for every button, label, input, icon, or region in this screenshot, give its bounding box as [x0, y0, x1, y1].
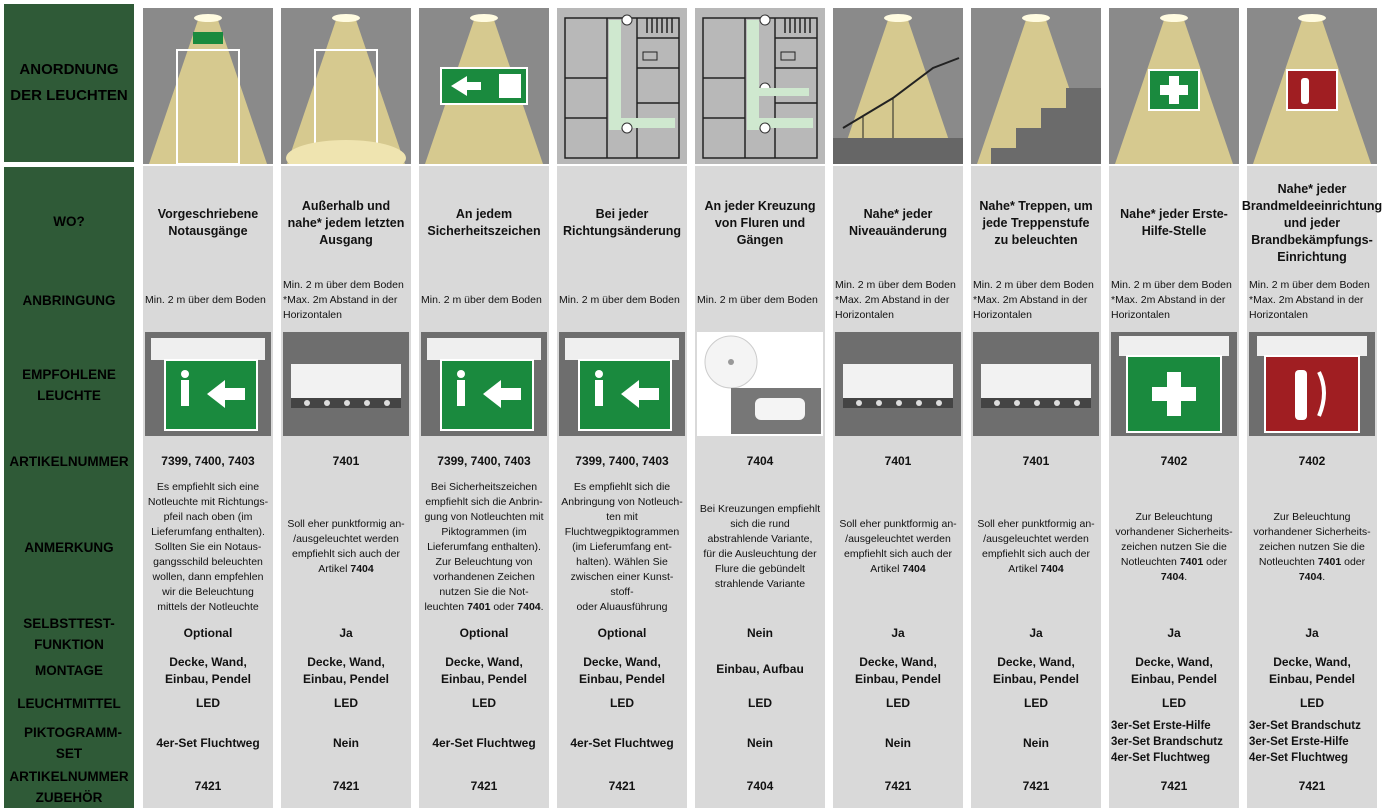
text-line: wir die Beleuchtung — [162, 585, 254, 598]
where-label: Nahe* Treppen, um jede Treppenstufe zu beleuchten — [979, 198, 1093, 247]
text-line: /ausgeleuchtet werden — [293, 533, 399, 545]
text-line: Min. 2 m über dem Boden — [1111, 279, 1232, 291]
remark-lines — [287, 517, 404, 577]
text-line: Horizontalen — [283, 309, 342, 321]
text-line: Zur Beleuchtung — [1135, 510, 1213, 523]
selftest-value: Ja — [1029, 626, 1043, 640]
text-line: Zur Beleuchtung — [1273, 510, 1351, 523]
text-line: zeichen nutzen Sie die — [1259, 540, 1365, 553]
safety-sign-illustration — [419, 8, 549, 164]
pictogram-value — [1249, 718, 1379, 766]
text-line: zwischen einer Kunst-stoff- — [570, 570, 674, 598]
remark-text — [1112, 478, 1236, 616]
where-text — [701, 178, 819, 268]
fire-ext-illustration — [1247, 8, 1377, 164]
where-text — [425, 178, 543, 268]
text-line: wollen, dann empfehlen — [152, 570, 264, 583]
mounting-text — [283, 278, 411, 323]
accessory-number: 7421 — [884, 779, 912, 793]
row-label-pictogram: PIKTOGRAMM-SET — [24, 725, 122, 761]
text-line: Min. 2 m über dem Boden — [697, 294, 818, 306]
text-line: (im Lieferumfang ent- — [572, 540, 672, 553]
first-aid-illustration — [1109, 8, 1239, 164]
mounting-text — [559, 293, 687, 308]
where-text — [839, 178, 957, 268]
text-line: 3er-Set Brandschutz — [1249, 720, 1361, 732]
stairs-illustration — [971, 8, 1101, 164]
row-label-lamp: LEUCHTMITTEL — [17, 696, 121, 711]
accessory-number: 7421 — [608, 779, 636, 793]
text-line: 4er-Set Fluchtweg — [156, 736, 260, 750]
text-line: empfiehlt sich die Anbrin- — [425, 495, 543, 508]
text-line: *Max. 2m Abstand in der — [1249, 294, 1364, 306]
remark-lines — [1253, 510, 1370, 585]
article-number: 7402 — [1160, 454, 1188, 468]
exit-door-illustration — [143, 8, 273, 164]
row-label-arrangement: ANORDNUNG DER LEUCHTEN — [4, 4, 134, 162]
text-line: Soll eher punktformig an- — [287, 518, 405, 530]
pictogram-value — [419, 735, 549, 752]
lamp-value: LED — [1024, 696, 1048, 710]
mounting-text — [697, 293, 825, 308]
remark-text — [146, 478, 270, 616]
montage-value: Decke, Wand, Einbau, Pendel — [854, 655, 941, 686]
text-line: Notleuchte mit Richtungs- — [147, 495, 269, 508]
text-line: oder Aluausführung — [576, 600, 668, 613]
article-number: 7402 — [1298, 454, 1326, 468]
text-line: mittels der Notleuchte — [157, 600, 259, 613]
text-line: Soll eher punktformig an- — [839, 518, 957, 530]
accessory-number: 7421 — [332, 779, 360, 793]
text-line: Min. 2 m über dem Boden — [421, 294, 542, 306]
pictogram-value — [557, 735, 687, 752]
selftest-value: Optional — [183, 626, 233, 640]
row-label-mounting: ANBRINGUNG — [22, 293, 116, 308]
text-line: 4er-Set Fluchtweg — [1249, 752, 1349, 764]
selftest-value: Optional — [459, 626, 509, 640]
text-line: gung von Notleuchten mit — [424, 510, 544, 523]
montage-value: Decke, Wand, Einbau, Pendel — [578, 655, 665, 686]
where-text — [1115, 178, 1233, 268]
text-line: 4er-Set Fluchtweg — [432, 736, 536, 750]
text-line: strahlende Variante — [714, 578, 806, 590]
text-line: zeichen nutzen Sie die — [1121, 540, 1227, 553]
text-line: Artikel 7404 — [318, 563, 374, 575]
text-line: gangsschild beleuchten — [153, 555, 263, 568]
text-line: Artikel 7404 — [870, 563, 926, 575]
article-number: 7399, 7400, 7403 — [161, 454, 255, 468]
text-line: Min. 2 m über dem Boden — [973, 279, 1094, 291]
final-exit-illustration — [281, 8, 411, 164]
text-line: Horizontalen — [835, 309, 894, 321]
round-light-image — [697, 332, 823, 436]
pictogram-value — [971, 735, 1101, 752]
lamp-value: LED — [334, 696, 358, 710]
text-line: für die Ausleuchtung der — [703, 548, 817, 560]
row-label-recommended: EMPFOHLENE LEUCHTE — [22, 367, 116, 403]
text-line: *Max. 2m Abstand in der — [1111, 294, 1226, 306]
ramp-illustration — [833, 8, 963, 164]
where-label: Vorgeschriebene Notausgänge — [157, 207, 259, 238]
bar-light-image — [973, 332, 1099, 436]
text-line: *Max. 2m Abstand in der — [973, 294, 1088, 306]
accessory-number: 7404 — [746, 779, 774, 793]
lamp-value: LED — [1300, 696, 1324, 710]
text-line: vorhandener Sicherheits- — [1115, 525, 1233, 538]
accessory-number: 7421 — [1022, 779, 1050, 793]
pictogram-value — [281, 735, 411, 752]
text-line: Bei Sicherheitszeichen — [430, 480, 538, 493]
first-aid-sign-image — [1111, 332, 1237, 436]
remark-lines — [1115, 510, 1232, 585]
where-text — [563, 178, 681, 268]
row-label-selftest: SELBSTTEST-FUNKTION — [23, 616, 115, 652]
mounting-text — [1249, 278, 1377, 323]
text-line: 7404. — [1298, 570, 1326, 583]
text-line: Nein — [746, 736, 773, 750]
remark-text — [284, 478, 408, 616]
lamp-value: LED — [472, 696, 496, 710]
lamp-value: LED — [748, 696, 772, 710]
floorplan-turn-illustration — [557, 8, 687, 164]
montage-value: Decke, Wand, Einbau, Pendel — [992, 655, 1079, 686]
text-line: /ausgeleuchtet werden — [845, 533, 951, 545]
text-line: vorhandenen Zeichen — [433, 570, 535, 583]
where-label: Nahe* jeder Niveauänderung — [849, 207, 947, 238]
text-line: /ausgeleuchtet werden — [983, 533, 1089, 545]
montage-value: Einbau, Aufbau — [716, 662, 804, 676]
text-line: Nein — [1022, 736, 1049, 750]
montage-value: Decke, Wand, Einbau, Pendel — [302, 655, 389, 686]
selftest-value: Ja — [1167, 626, 1181, 640]
article-number: 7399, 7400, 7403 — [575, 454, 669, 468]
lamp-value: LED — [886, 696, 910, 710]
mounting-text — [145, 293, 273, 308]
text-line: abstrahlende Variante, — [707, 533, 813, 545]
mounting-text — [835, 278, 963, 323]
text-line: 3er-Set Erste-Hilfe — [1249, 736, 1349, 748]
remark-text — [836, 478, 960, 616]
text-line: Horizontalen — [1111, 309, 1170, 321]
text-line: Horizontalen — [973, 309, 1032, 321]
text-line: Lieferumfang enthalten). — [151, 525, 265, 538]
where-text — [149, 178, 267, 268]
row-label-remark: ANMERKUNG — [24, 540, 114, 555]
article-number: 7401 — [884, 454, 912, 468]
text-line: empfiehlt sich auch der — [982, 548, 1090, 560]
text-line: Fluchtwegpiktogrammen — [564, 525, 680, 538]
where-text — [287, 178, 405, 268]
montage-value: Decke, Wand, Einbau, Pendel — [164, 655, 251, 686]
text-line: Anbringung von Notleuch- — [561, 495, 683, 508]
text-line: Min. 2 m über dem Boden — [1249, 279, 1370, 291]
montage-value: Decke, Wand, Einbau, Pendel — [440, 655, 527, 686]
text-line: Bei Kreuzungen empfiehlt — [699, 503, 821, 515]
remark-text — [422, 478, 546, 616]
row-label-article: ARTIKELNUMMER — [9, 454, 129, 469]
article-number: 7401 — [1022, 454, 1050, 468]
row-label-where: WO? — [53, 214, 85, 229]
exit-sign-image — [145, 332, 271, 436]
row-label-accessory: ARTIKELNUMMER ZUBEHÖR — [9, 769, 129, 805]
mounting-text — [421, 293, 549, 308]
text-line: sich die rund — [730, 518, 790, 530]
exit-sign-image — [559, 332, 685, 436]
remark-lines — [424, 480, 543, 615]
montage-value: Decke, Wand, Einbau, Pendel — [1130, 655, 1217, 686]
where-label: An jeder Kreuzung von Fluren und Gängen — [704, 198, 816, 247]
selftest-value: Optional — [597, 626, 647, 640]
text-line: Nein — [884, 736, 911, 750]
accessory-number: 7421 — [1298, 779, 1326, 793]
montage-value: Decke, Wand, Einbau, Pendel — [1268, 655, 1355, 686]
mounting-text — [1111, 278, 1239, 323]
text-line: Es empfiehlt sich eine — [156, 480, 260, 493]
text-line: Flure die gebündelt — [715, 563, 805, 575]
lamp-value: LED — [610, 696, 634, 710]
text-line: nutzen Sie die Not- — [439, 585, 529, 598]
text-line: 4er-Set Fluchtweg — [1111, 752, 1211, 764]
remark-text — [698, 478, 822, 616]
text-line: 3er-Set Brandschutz — [1111, 736, 1223, 748]
floorplan-cross-illustration — [695, 8, 825, 164]
accessory-number: 7421 — [470, 779, 498, 793]
text-line: 7404. — [1160, 570, 1188, 583]
lamp-value: LED — [1162, 696, 1186, 710]
text-line: Min. 2 m über dem Boden — [835, 279, 956, 291]
article-number: 7404 — [746, 454, 774, 468]
text-line: Notleuchten 7401 oder — [1258, 555, 1366, 568]
selftest-value: Ja — [339, 626, 353, 640]
exit-sign-image — [421, 332, 547, 436]
text-line: halten). Wählen Sie — [576, 555, 668, 568]
text-line: Min. 2 m über dem Boden — [559, 294, 680, 306]
where-label: Bei jeder Richtungsänderung — [562, 207, 682, 238]
text-line: Min. 2 m über dem Boden — [145, 294, 266, 306]
pictogram-value — [1111, 718, 1241, 766]
text-line: 4er-Set Fluchtweg — [570, 736, 674, 750]
selftest-value: Ja — [891, 626, 905, 640]
text-line: Min. 2 m über dem Boden — [283, 279, 404, 291]
text-line: Sollten Sie ein Notaus- — [154, 540, 262, 553]
text-line: Horizontalen — [1249, 309, 1308, 321]
selftest-value: Nein — [746, 626, 773, 640]
selftest-value: Ja — [1305, 626, 1319, 640]
text-line: Artikel 7404 — [1008, 563, 1064, 575]
pictogram-value — [833, 735, 963, 752]
text-line: *Max. 2m Abstand in der — [283, 294, 398, 306]
mounting-text — [973, 278, 1101, 323]
fire-sign-image — [1249, 332, 1375, 436]
text-line: Es empfiehlt sich die — [573, 480, 671, 493]
text-line: Notleuchten 7401 oder — [1120, 555, 1228, 568]
where-label: Nahe* jeder Erste-Hilfe-Stelle — [1120, 207, 1228, 238]
remark-lines — [700, 502, 820, 592]
text-line: Piktogrammen (im — [441, 525, 527, 538]
where-label: Außerhalb und nahe* jedem letzten Ausgang — [287, 198, 405, 247]
text-line: Lieferumfang enthalten). — [427, 540, 541, 553]
article-number: 7401 — [332, 454, 360, 468]
bar-light-image — [835, 332, 961, 436]
text-line: vorhandener Sicherheits- — [1253, 525, 1371, 538]
text-line: empfiehlt sich auch der — [844, 548, 952, 560]
text-line: Nein — [332, 736, 359, 750]
remark-lines — [148, 480, 268, 615]
where-text — [977, 178, 1095, 268]
lamp-value: LED — [196, 696, 220, 710]
pictogram-value — [143, 735, 273, 752]
text-line: pfeil nach oben (im — [163, 510, 253, 523]
text-line: leuchten 7401 oder 7404. — [424, 600, 544, 613]
accessory-number: 7421 — [1160, 779, 1188, 793]
remark-text — [560, 478, 684, 616]
row-label-montage: MONTAGE — [35, 663, 103, 678]
pictogram-value — [695, 735, 825, 752]
remark-lines — [560, 480, 684, 615]
where-text — [1241, 178, 1383, 268]
accessory-number: 7421 — [194, 779, 222, 793]
where-label: An jedem Sicherheitszeichen — [427, 207, 541, 238]
remark-lines — [839, 517, 956, 577]
text-line: *Max. 2m Abstand in der — [835, 294, 950, 306]
remark-text — [974, 478, 1098, 616]
text-line: ten mit — [606, 510, 638, 523]
article-number: 7399, 7400, 7403 — [437, 454, 531, 468]
remark-lines — [977, 517, 1094, 577]
remark-text — [1250, 478, 1374, 616]
bar-light-image — [283, 332, 409, 436]
text-line: Zur Beleuchtung von — [435, 555, 533, 568]
text-line: 3er-Set Erste-Hilfe — [1111, 720, 1211, 732]
where-label: Nahe* jeder Brandmeldeeinrichtung und jeder Brandbekämpfungs-Einrichtung — [1241, 181, 1383, 264]
text-line: empfiehlt sich auch der — [292, 548, 400, 560]
text-line: Soll eher punktformig an- — [977, 518, 1095, 530]
